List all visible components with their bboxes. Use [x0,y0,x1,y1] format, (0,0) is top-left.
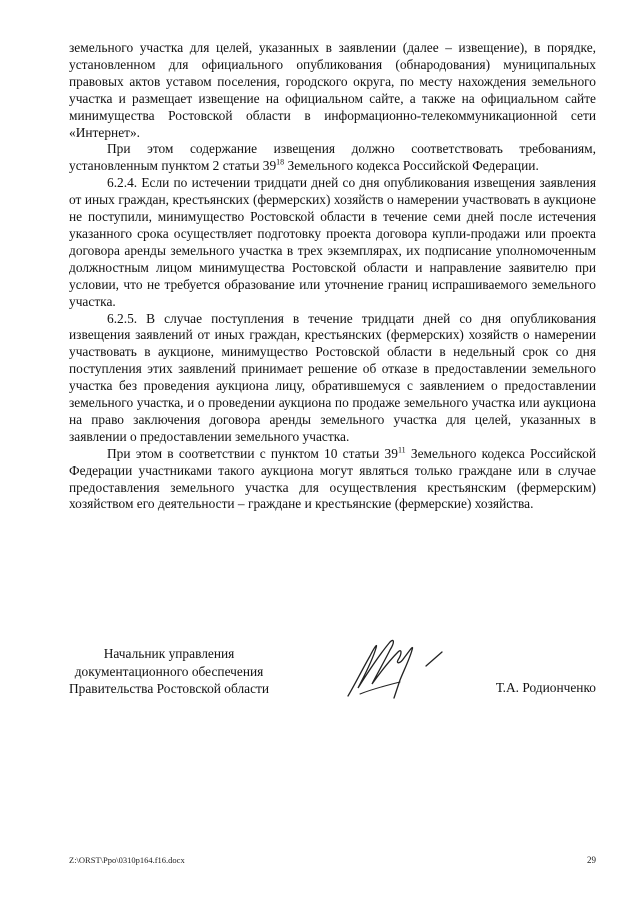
paragraph-text: 6.2.4. Если по истечении тридцати дней со дня опубликования извещения заявления от иных граждан, крестьянских (фермерских) хозяйств о намерении участвовать в аукционе не поступили, минимущество Ростовской области в течение семи дней после истечения указанного срока осуществляет подготовку проекта договора купли-продажи или проекта договора аренды земельного участка в трех экземплярах, их подписание уполномоченным должностным лицом минимущества Ростовской области и направление заявителю при условии, что не требуется образование или уточнение границ испрашиваемого земельного участка. [69,175,596,309]
signatory-title-line: Начальник управления [103,646,235,661]
paragraph-text: При этом в соответствии с пунктом 10 статьи 39 [107,445,398,461]
paragraph-text: земельного участка для целей, указанных в заявлении (далее – извещение), в порядке, установленном для официального опубликования (обнародования) муниципальных правовых актов уставом поселения, городского округа, по месту нахождения земельного участка и размещает извещение на официальном сайте, а также на официальном сайте минимущества Ростовской области в информационно-телекоммуникационной сети «Интернет». [69,40,596,140]
superscript: 11 [397,445,406,455]
paragraph-5 [69,446,596,514]
superscript: 18 [276,157,285,167]
document-body [69,40,596,513]
paragraph-text: Земельного кодекса Российской Федерации участниками такого аукциона могут являться только граждане или в случае предоставления земельного участка для осуществления крестьянским (фермерским) хозяйством его деятельности – граждане и крестьянские (фермерские) хозяйства. [69,445,596,512]
paragraph-text: Земельного кодекса Российской Федерации. [284,158,539,174]
page-number: 29 [587,855,596,865]
signatory-title-line: Правительства Ростовской области [69,681,270,696]
paragraph-2 [69,141,596,175]
signatory-name: Т.А. Родионченко [495,680,596,695]
paragraph-1 [69,40,596,141]
paragraph-text: При этом содержание извещения должно соответствовать требованиям, установленным пунктом 2 статьи 39 [69,141,596,174]
paragraph-text: 6.2.5. В случае поступления в течение тридцати дней со дня опубликования извещения заявлений от иных граждан, крестьянских (фермерских) хозяйств о намерении участвовать в аукционе, минимущество Ростовской области в недельный срок со дня поступления этих заявлений принимает решение об отказе в предоставлении земельного участка без проведения аукциона лицу, обратившемуся с заявлением о предоставлении земельного участка, и о проведении аукциона по продаже земельного участка или аукциона на право заключения договора аренды земельного участка для целей, указанных в заявлении о предоставлении земельного участка. [69,310,596,444]
signatory-title [69,645,269,698]
signatory-title-line: документационного обеспечения [74,663,264,679]
paragraph-4 [69,311,596,446]
footer-file-path: Z:\ORST\Ppo\0310p164.f16.docx [69,855,185,865]
handwritten-signature [340,628,450,708]
paragraph-3 [69,175,596,310]
